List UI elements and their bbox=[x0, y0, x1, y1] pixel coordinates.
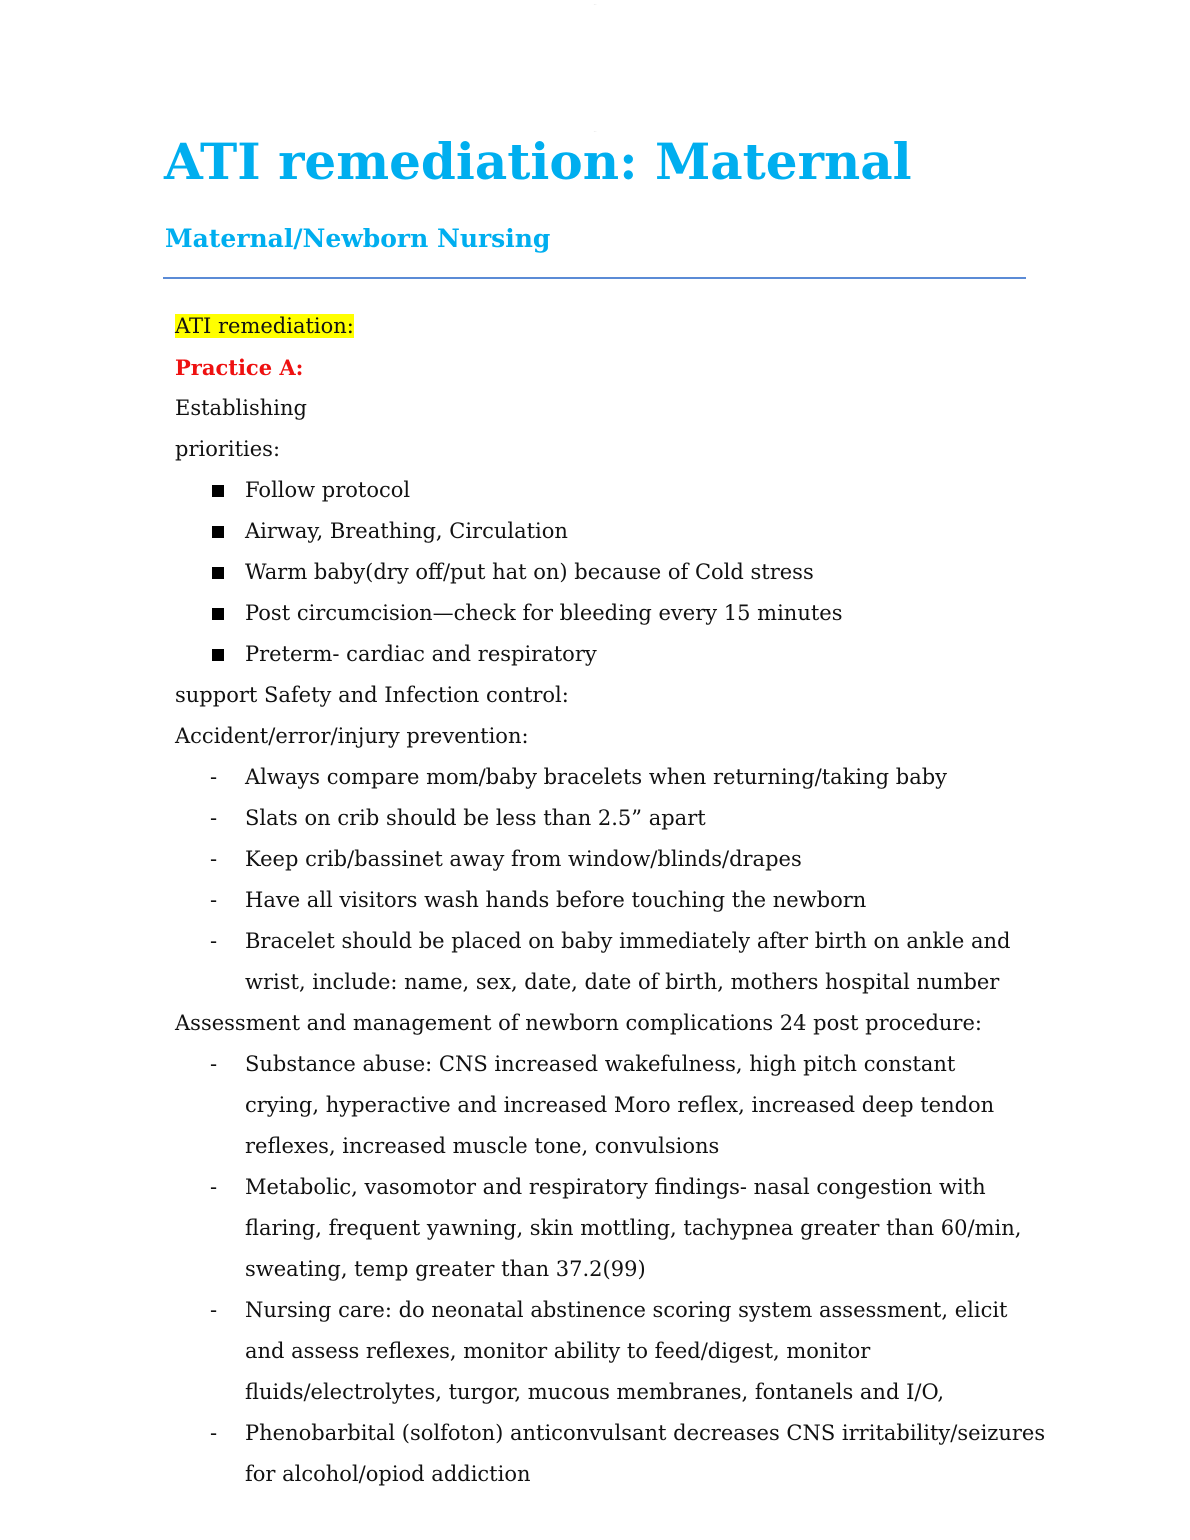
priority-item bbox=[175, 470, 1035, 511]
dash-bullet: - bbox=[210, 929, 218, 953]
assessment-heading: Assessment and management of newborn complications 24 post procedure: bbox=[175, 1011, 982, 1035]
priority-item-text: Follow protocol bbox=[245, 478, 411, 502]
assessment-item bbox=[175, 1290, 1035, 1413]
priority-item-text: Airway, Breathing, Circulation bbox=[245, 519, 568, 543]
dash-bullet: - bbox=[210, 1421, 218, 1445]
priority-item bbox=[175, 634, 1035, 675]
priority-item bbox=[175, 552, 1035, 593]
accident-list bbox=[175, 757, 1035, 1003]
priorities-text: priorities: bbox=[175, 437, 281, 461]
accident-item-line: Keep crib/bassinet away from window/blinds/drapes bbox=[245, 847, 802, 871]
accident-item-line: Slats on crib should be less than 2.5” apart bbox=[245, 806, 706, 830]
assessment-item-line: and assess reflexes, monitor ability to feed/digest, monitor bbox=[245, 1339, 871, 1363]
assessment-item-line: Nursing care: do neonatal abstinence scoring system assessment, elicit bbox=[245, 1298, 1008, 1322]
accident-item bbox=[175, 880, 1035, 921]
accident-heading: Accident/error/injury prevention: bbox=[175, 724, 529, 748]
dash-bullet: - bbox=[210, 806, 218, 830]
square-bullet-icon bbox=[212, 526, 224, 538]
safety-heading: support Safety and Infection control: bbox=[175, 683, 569, 707]
square-bullet-icon bbox=[212, 608, 224, 620]
priority-item-text: Post circumcision—check for bleeding every 15 minutes bbox=[245, 601, 843, 625]
assessment-item bbox=[175, 1044, 1035, 1167]
dash-bullet: - bbox=[210, 888, 218, 912]
accident-item bbox=[175, 921, 1035, 1003]
assessment-item-line: for alcohol/opiod addiction bbox=[245, 1462, 531, 1486]
assessment-item-line: crying, hyperactive and increased Moro reflex, increased deep tendon bbox=[245, 1093, 995, 1117]
document-body bbox=[175, 306, 1046, 1495]
assessment-item-line: sweating, temp greater than 37.2(99) bbox=[245, 1257, 646, 1281]
assessment-item bbox=[175, 1413, 1046, 1495]
title-mark: ... bbox=[593, 129, 597, 133]
practice-label: Practice A: bbox=[175, 355, 304, 380]
dash-bullet: - bbox=[210, 1298, 218, 1322]
priority-list bbox=[175, 470, 1035, 675]
dash-bullet: - bbox=[210, 1175, 218, 1199]
accident-item-line: wrist, include: name, sex, date, date of birth, mothers hospital number bbox=[245, 970, 1000, 994]
accident-item bbox=[175, 798, 1035, 839]
assessment-item-line: reflexes, increased muscle tone, convulsions bbox=[245, 1134, 720, 1158]
document-subtitle: Maternal/Newborn Nursing bbox=[165, 224, 551, 253]
dash-bullet: - bbox=[210, 1052, 218, 1076]
establishing-text: Establishing bbox=[175, 396, 307, 420]
square-bullet-icon bbox=[212, 649, 224, 661]
priority-item-text: Warm baby(dry off/put hat on) because of Cold stress bbox=[245, 560, 814, 584]
assessment-item-line: Substance abuse: CNS increased wakefulness, high pitch constant bbox=[245, 1052, 956, 1076]
dash-bullet: - bbox=[210, 847, 218, 871]
dash-bullet: - bbox=[210, 765, 218, 789]
accident-item bbox=[175, 839, 1035, 880]
assessment-item-line: fluids/electrolytes, turgor, mucous membranes, fontanels and I/O, bbox=[245, 1380, 945, 1404]
priority-item bbox=[175, 511, 1035, 552]
document-title: ATI remediation: Maternal bbox=[164, 132, 912, 191]
assessment-item bbox=[175, 1167, 1035, 1290]
assessment-item-line: Metabolic, vasomotor and respiratory findings- nasal congestion with bbox=[245, 1175, 986, 1199]
accident-item bbox=[175, 757, 1035, 798]
accident-item-line: Always compare mom/baby bracelets when returning/taking baby bbox=[245, 765, 948, 789]
assessment-item-line: flaring, frequent yawning, skin mottling, tachypnea greater than 60/min, bbox=[245, 1216, 1022, 1240]
title-divider bbox=[163, 277, 1026, 279]
header-mark: ... bbox=[593, 2, 597, 6]
assessment-list bbox=[175, 1044, 1046, 1495]
priority-item-text: Preterm- cardiac and respiratory bbox=[245, 642, 597, 666]
accident-item-line: Have all visitors wash hands before touching the newborn bbox=[245, 888, 867, 912]
priority-item bbox=[175, 593, 1035, 634]
remediation-label: ATI remediation: bbox=[175, 314, 354, 338]
accident-item-line: Bracelet should be placed on baby immediately after birth on ankle and bbox=[245, 929, 1011, 953]
square-bullet-icon bbox=[212, 485, 224, 497]
assessment-item-line: Phenobarbital (solfoton) anticonvulsant decreases CNS irritability/seizures bbox=[245, 1421, 1046, 1445]
square-bullet-icon bbox=[212, 567, 224, 579]
remediation-heading bbox=[175, 306, 1035, 347]
